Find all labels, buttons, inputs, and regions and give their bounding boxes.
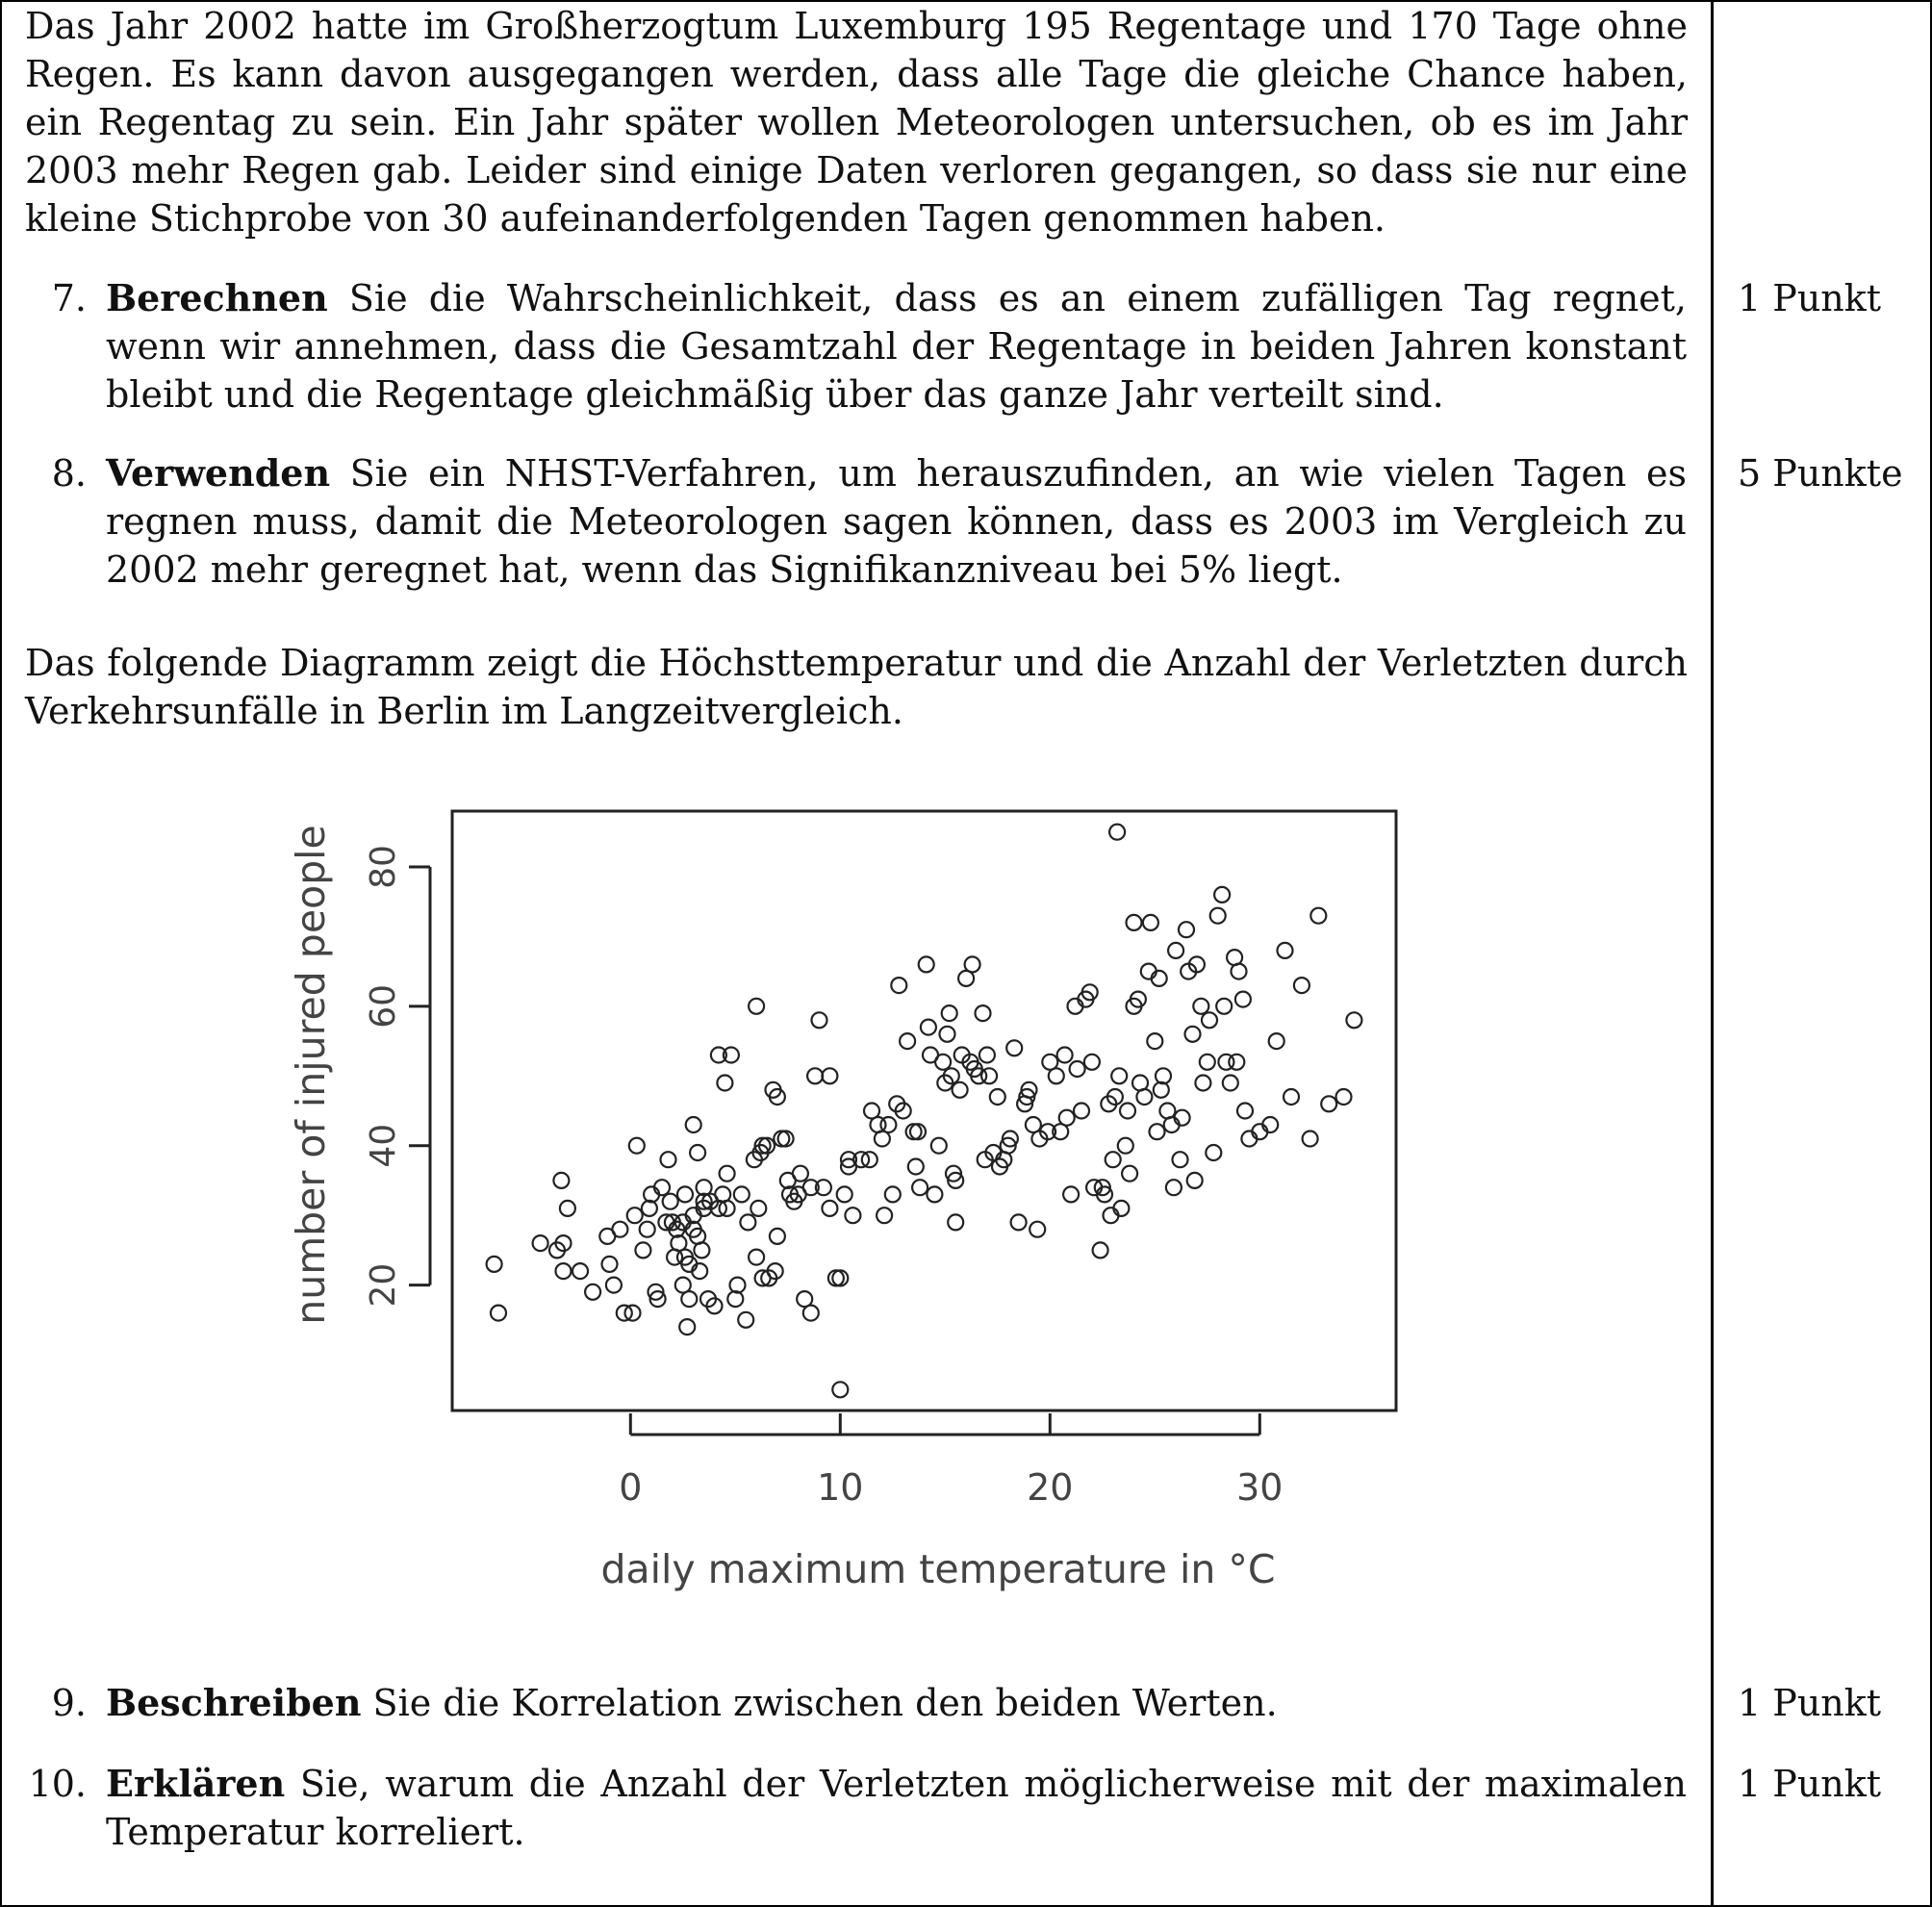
question-8-body: Sie ein NHST-Verfahren, um herauszufinden, an wie vielen Tagen es regnen muss, damit die Meteorologen sagen können, dass es 2003 im Vergleich zu 2002 mehr geregnet hat, wenn das Signifikanzniveau bei 5% liegt. <box>106 452 1687 591</box>
question-10-verb: Erklären <box>106 1762 286 1805</box>
question-8-verb: Verwenden <box>106 451 331 495</box>
question-9-points: 1 Punkt <box>1738 1682 1882 1724</box>
question-10-text <box>106 1760 1687 1856</box>
question-9-number: 9. <box>51 1682 87 1724</box>
x-tick-label-20: 20 <box>1027 1466 1074 1509</box>
x-tick-label-0: 0 <box>619 1466 643 1509</box>
question-7-text <box>106 274 1687 419</box>
y-tick-label-60: 60 <box>364 983 403 1029</box>
question-9-verb: Beschreiben <box>106 1681 362 1724</box>
points-column-divider <box>1711 0 1714 1907</box>
y-tick-label-40: 40 <box>364 1123 403 1168</box>
question-9-text <box>106 1679 1687 1727</box>
question-9-body: Sie die Korrelation zwischen den beiden Werten. <box>361 1682 1278 1724</box>
question-8-number: 8. <box>51 452 87 495</box>
y-tick-label-20: 20 <box>364 1262 403 1308</box>
question-10-number: 10. <box>28 1763 87 1805</box>
x-tick-label-30: 30 <box>1236 1466 1284 1509</box>
question-8-text <box>106 449 1687 594</box>
y-tick-label-80: 80 <box>364 845 403 889</box>
x-tick-label-10: 10 <box>817 1466 864 1509</box>
diagram-intro-paragraph: Das folgende Diagramm zeigt die Höchsttemperatur und die Anzahl der Verletzten durch Verkehrsunfälle in Berlin im Langzeitvergleich. <box>25 642 1688 732</box>
intro-paragraph: Das Jahr 2002 hatte im Großherzogtum Luxemburg 195 Regentage und 170 Tage ohne Regen. Es kann davon ausgegangen werden, dass alle Tage die gleiche Chance haben, ein Regentag zu sein. Ein Jahr später wollen Meteorologen untersuchen, ob es im Jahr 2003 mehr Regen gab. Leider sind einige Daten verloren gegangen, so dass sie nur eine kleine Stichprobe von 30 aufeinanderfolgenden Tagen genommen haben. <box>25 5 1688 240</box>
question-10-points: 1 Punkt <box>1738 1763 1882 1805</box>
question-10-body: Sie, warum die Anzahl der Verletzten möglicherweise mit der maximalen Temperatur korreliert. <box>106 1763 1687 1853</box>
question-7-number: 7. <box>51 277 87 319</box>
x-axis-label: daily maximum temperature in °C <box>600 1546 1276 1592</box>
y-axis-label: number of injured people <box>288 825 334 1325</box>
question-7-body: Sie die Wahrscheinlichkeit, dass es an einem zufälligen Tag regnet, wenn wir annehmen, dass die Gesamtzahl der Regentage in beiden Jahren konstant bleibt und die Regentage gleichmäßig über das ganze Jahr verteilt sind. <box>106 277 1687 416</box>
question-7-verb: Berechnen <box>106 276 328 319</box>
question-7-points: 1 Punkt <box>1738 277 1882 319</box>
question-8-points: 5 Punkte <box>1738 452 1903 495</box>
